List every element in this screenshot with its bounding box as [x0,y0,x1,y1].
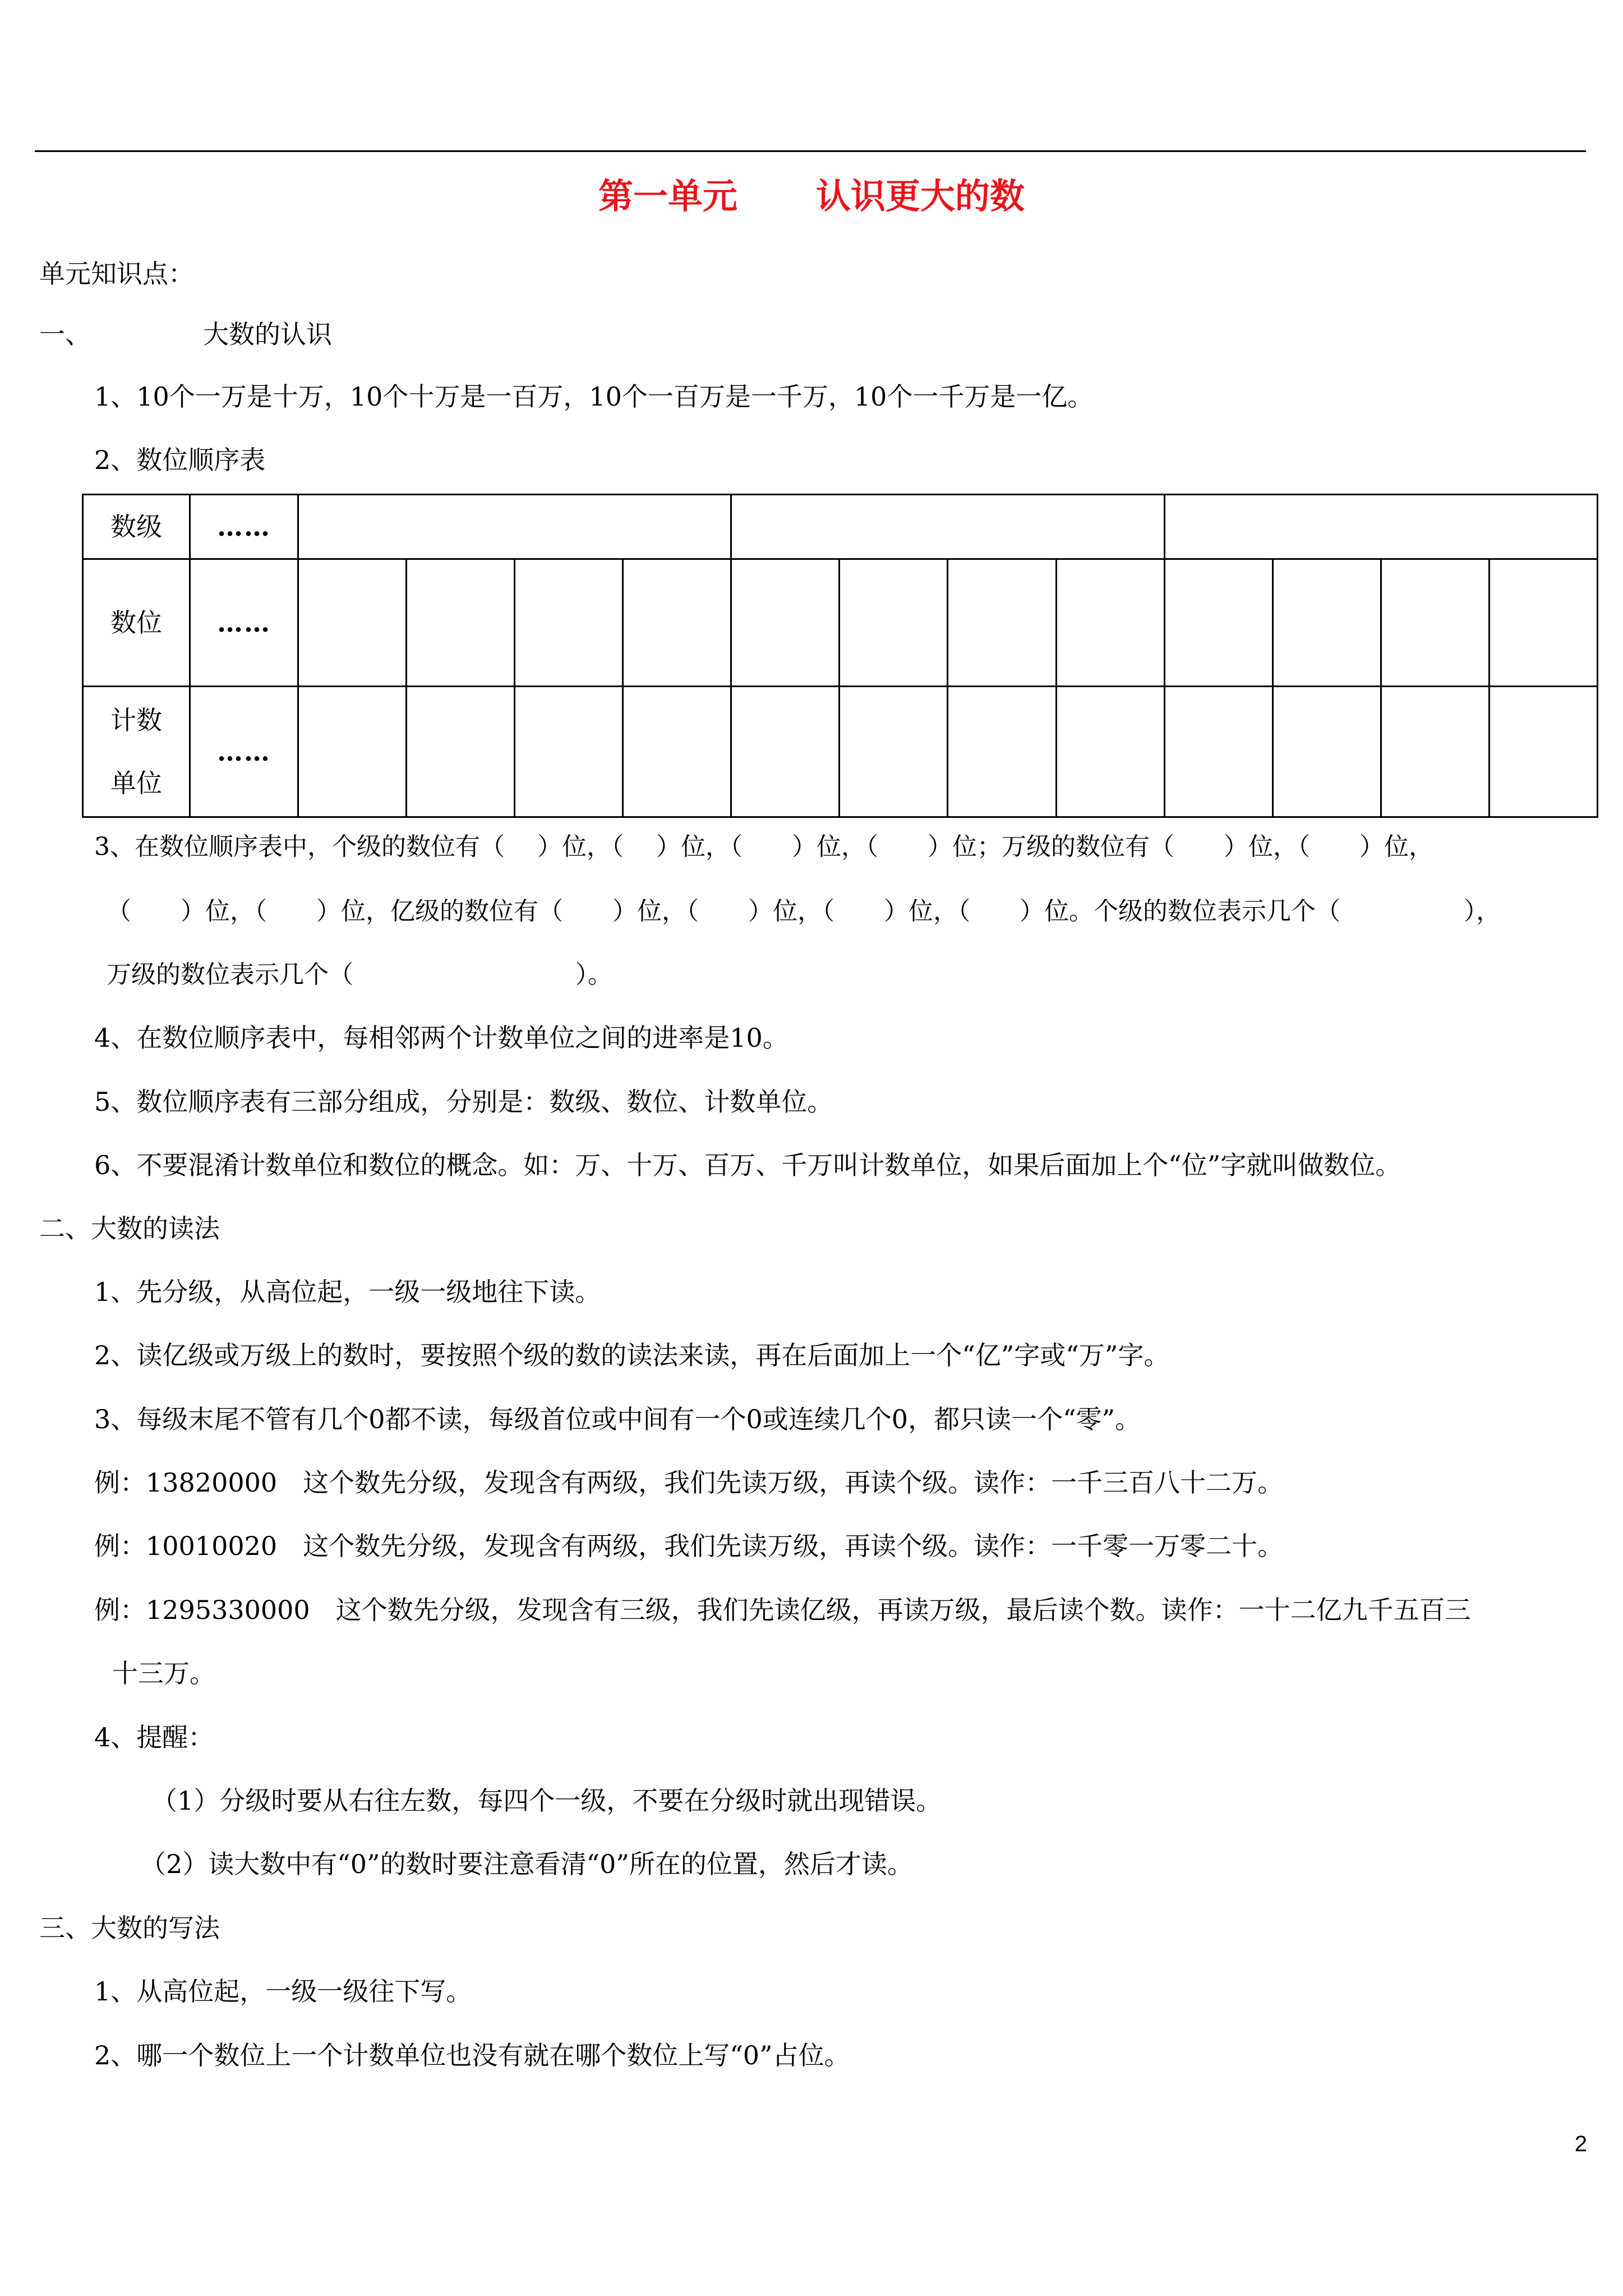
blank-cell [1489,559,1597,687]
header-rule [35,150,1586,152]
s3-point-1: 1、从高位起，一级一级往下写。 [94,1976,472,2007]
s2-point-1: 1、先分级，从高位起，一级一级地往下读。 [94,1277,601,1307]
s2-example-2: 例：10010020 这个数先分级，发现含有两级，我们先读万级，再读个级。读作：一千零一万零二十。 [94,1531,1284,1561]
blank-cell [623,559,731,687]
section-3-heading: 三、大数的写法 [39,1913,220,1943]
s1-point-3-line2: （ ）位，（ ）位，亿级的数位有（ ）位，（ ）位，（ ）位，（ ）位。个级的数位表示几个（ ）， [107,897,1501,926]
s1-point-3-line1: 3、在数位顺序表中，个级的数位有（ ）位，（ ）位，（ ）位，（ ）位；万级的数位有（ ）位，（ ）位， [94,832,1433,861]
section-1-heading [39,318,332,351]
blank-cell [298,687,407,817]
page-number: 2 [1574,2132,1587,2156]
s2-example-1: 例：13820000 这个数先分级，发现含有两级，我们先读万级，再读个级。读作：一千三百八十二万。 [94,1467,1284,1498]
level-cell-blank [298,495,731,559]
row-label-unit-line2: 单位 [110,768,162,798]
blank-cell [1272,559,1381,687]
section-1-title: 大数的认识 [203,319,332,349]
table-row-place [83,559,1598,687]
blank-cell [840,559,948,687]
section-1-number: 一、 [39,319,91,349]
level-cell-blank [731,495,1164,559]
row-label-counting-unit [83,687,190,817]
s2-point-4: 4、提醒： [94,1722,214,1752]
blank-cell [731,687,840,817]
level-cell-blank [1164,495,1597,559]
s1-point-6: 6、不要混淆计数单位和数位的概念。如：万、十万、百万、千万叫计数单位，如果后面加上个“位”字就叫做数位。 [94,1150,1401,1180]
s1-point-5: 5、数位顺序表有三部分组成，分别是：数级、数位、计数单位。 [94,1087,833,1117]
blank-cell [1164,559,1272,687]
table-row-unit [83,687,1598,817]
title-topic: 认识更大的数 [816,176,1025,217]
s1-point-1: 1、10个一万是十万，10个十万是一百万，10个一百万是一千万，10个一千万是一亿。 [94,381,1094,412]
s1-point-4: 4、在数位顺序表中，每相邻两个计数单位之间的进率是10。 [94,1023,789,1053]
blank-cell [623,687,731,817]
table-row-level [83,495,1598,559]
blank-cell [1381,559,1489,687]
blank-cell [948,687,1056,817]
blank-cell [1056,559,1164,687]
dots-cell: …… [190,495,298,559]
s2-point-2: 2、读亿级或万级上的数时，要按照个级的数的读法来读，再在后面加上一个“亿”字或“万”字。 [94,1340,1170,1370]
blank-cell [948,559,1056,687]
dots-cell: …… [190,559,298,687]
blank-cell [515,687,623,817]
row-label-unit-line1: 计数 [110,705,162,735]
s1-point-2: 2、数位顺序表 [94,445,266,475]
blank-cell [840,687,948,817]
blank-cell [1381,687,1489,817]
blank-cell [1489,687,1597,817]
blank-cell [298,559,407,687]
s2-reminder-2: （2）读大数中有“0”的数时要注意看清“0”所在的位置，然后才读。 [140,1849,913,1879]
blank-cell [1272,687,1381,817]
s2-example-3-line1: 例：1295330000 这个数先分级，发现含有三级，我们先读亿级，再读万级，最后读个数。读作：一十二亿九千五百三 [94,1595,1471,1625]
blank-cell [515,559,623,687]
section-2-heading: 二、大数的读法 [39,1213,220,1244]
blank-cell [407,687,515,817]
s1-point-3-line3: 万级的数位表示几个（ ）。 [107,960,612,989]
row-label-level: 数级 [83,495,190,559]
page-title [0,168,1623,224]
intro-label: 单元知识点： [39,259,194,289]
s3-point-2: 2、哪一个数位上一个计数单位也没有就在哪个数位上写“0”占位。 [94,2040,850,2070]
row-label-place: 数位 [83,559,190,687]
blank-cell [731,559,840,687]
place-value-table [82,494,1598,818]
title-unit: 第一单元 [598,176,737,217]
s2-reminder-1: （1）分级时要从右往左数，每四个一级，不要在分级时就出现错误。 [151,1786,942,1816]
blank-cell [1056,687,1164,817]
s2-point-3: 3、每级末尾不管有几个0都不读，每级首位或中间有一个0或连续几个0，都只读一个“零”。 [94,1404,1141,1434]
blank-cell [1164,687,1272,817]
blank-cell [407,559,515,687]
dots-cell: …… [190,687,298,817]
s2-example-3-line2: 十三万。 [112,1658,215,1688]
